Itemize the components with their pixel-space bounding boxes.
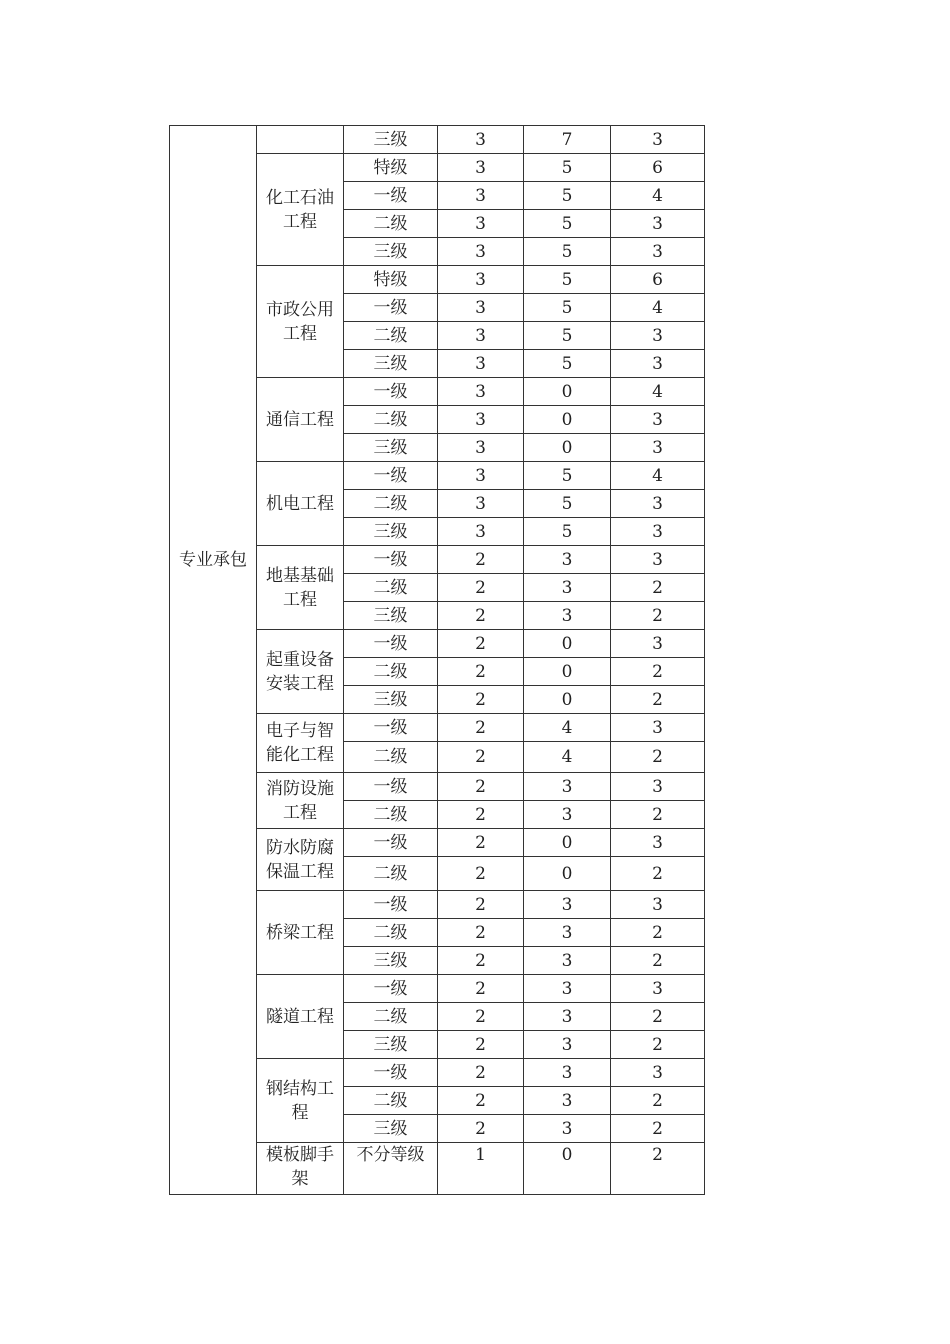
value-cell: 0: [524, 686, 611, 714]
value-cell: 4: [524, 714, 611, 742]
value-cell: 2: [438, 714, 524, 742]
value-cell: 5: [524, 266, 611, 294]
value-cell: 5: [524, 210, 611, 238]
value-cell: 2: [438, 947, 524, 975]
value-cell: 3: [438, 154, 524, 182]
value-cell: 3: [611, 546, 705, 574]
group-name-line: 工程: [283, 323, 317, 344]
group-name-cell: [257, 975, 344, 1059]
group-name-line: 消防设施: [266, 778, 334, 799]
grade-cell: 一级: [344, 975, 438, 1003]
value-cell: 2: [438, 919, 524, 947]
grade-cell: 一级: [344, 891, 438, 919]
group-name-line: 地基基础: [266, 565, 334, 586]
value-cell: 0: [524, 857, 611, 891]
value-cell: 3: [524, 602, 611, 630]
value-cell: 3: [524, 947, 611, 975]
value-cell: 5: [524, 322, 611, 350]
value-cell: 0: [524, 630, 611, 658]
grade-cell: 一级: [344, 546, 438, 574]
group-name-line: 机电工程: [266, 493, 334, 514]
value-cell: 3: [438, 378, 524, 406]
value-cell: 0: [524, 1143, 611, 1195]
value-cell: 3: [438, 490, 524, 518]
value-cell: 3: [611, 1059, 705, 1087]
grade-cell: 一级: [344, 182, 438, 210]
group-name-line: 隧道工程: [266, 1006, 334, 1027]
grade-cell: 二级: [344, 742, 438, 773]
grade-cell: 特级: [344, 266, 438, 294]
value-cell: 3: [524, 891, 611, 919]
value-cell: 3: [438, 294, 524, 322]
qualification-table: [169, 125, 705, 1195]
value-cell: 2: [611, 658, 705, 686]
value-cell: 2: [611, 602, 705, 630]
value-cell: 2: [438, 1059, 524, 1087]
grade-cell: 二级: [344, 658, 438, 686]
value-cell: 2: [611, 742, 705, 773]
value-cell: 2: [611, 1087, 705, 1115]
group-name-cell: [257, 630, 344, 714]
grade-cell: 三级: [344, 947, 438, 975]
value-cell: 3: [438, 322, 524, 350]
grade-cell: 二级: [344, 406, 438, 434]
value-cell: 3: [524, 773, 611, 801]
group-name-line: 能化工程: [266, 745, 334, 765]
table-body: [170, 126, 705, 1195]
value-cell: 4: [611, 182, 705, 210]
group-name-cell: [257, 266, 344, 378]
value-cell: 2: [611, 574, 705, 602]
table-row: [170, 126, 705, 154]
value-cell: 1: [438, 1143, 524, 1195]
value-cell: 2: [438, 1003, 524, 1031]
value-cell: 3: [611, 210, 705, 238]
value-cell: 2: [438, 1087, 524, 1115]
grade-cell: 二级: [344, 322, 438, 350]
group-name-cell: [257, 1059, 344, 1143]
group-name-cell-continued: [257, 126, 344, 154]
group-name-line: 架: [291, 1169, 309, 1189]
group-name-line: 保温工程: [266, 861, 334, 882]
value-cell: 3: [611, 406, 705, 434]
category-cell: 专业承包: [170, 126, 257, 1195]
group-name-cell: [257, 829, 344, 891]
value-cell: 3: [524, 919, 611, 947]
value-cell: 6: [611, 266, 705, 294]
value-cell: 2: [438, 975, 524, 1003]
group-name-line: 起重设备: [266, 649, 334, 670]
value-cell: 2: [438, 857, 524, 891]
grade-cell: 三级: [344, 238, 438, 266]
group-name-cell: [257, 154, 344, 266]
grade-cell: 一级: [344, 714, 438, 742]
group-name-cell: [257, 714, 344, 773]
value-cell: 5: [524, 238, 611, 266]
grade-cell: 三级: [344, 1115, 438, 1143]
value-cell: 2: [611, 1143, 705, 1195]
grade-cell: 三级: [344, 126, 438, 154]
group-name-line: 电子与智: [266, 721, 334, 741]
value-cell: 3: [524, 1115, 611, 1143]
value-cell: 2: [438, 1031, 524, 1059]
value-cell: 2: [438, 742, 524, 773]
value-cell: 3: [438, 210, 524, 238]
grade-cell: 三级: [344, 350, 438, 378]
group-name-line: 工程: [283, 211, 317, 232]
grade-cell: 不分等级: [344, 1143, 438, 1195]
grade-cell: 二级: [344, 574, 438, 602]
value-cell: 7: [524, 126, 611, 154]
group-name-cell: [257, 891, 344, 975]
value-cell: 2: [611, 947, 705, 975]
value-cell: 0: [524, 406, 611, 434]
value-cell: 0: [524, 434, 611, 462]
grade-cell: 三级: [344, 686, 438, 714]
grade-cell: 一级: [344, 773, 438, 801]
value-cell: 3: [611, 518, 705, 546]
value-cell: 3: [524, 801, 611, 829]
value-cell: 2: [438, 574, 524, 602]
value-cell: 5: [524, 350, 611, 378]
value-cell: 4: [611, 462, 705, 490]
value-cell: 3: [438, 434, 524, 462]
value-cell: 3: [524, 1003, 611, 1031]
grade-cell: 二级: [344, 1087, 438, 1115]
grade-cell: 二级: [344, 1003, 438, 1031]
grade-cell: 二级: [344, 919, 438, 947]
value-cell: 3: [524, 975, 611, 1003]
value-cell: 6: [611, 154, 705, 182]
value-cell: 0: [524, 378, 611, 406]
grade-cell: 二级: [344, 210, 438, 238]
value-cell: 5: [524, 462, 611, 490]
group-name-line: 工程: [283, 802, 317, 823]
value-cell: 2: [611, 1031, 705, 1059]
value-cell: 3: [611, 891, 705, 919]
value-cell: 3: [611, 714, 705, 742]
value-cell: 2: [611, 919, 705, 947]
value-cell: 3: [438, 126, 524, 154]
grade-cell: 一级: [344, 1059, 438, 1087]
value-cell: 3: [611, 434, 705, 462]
group-name-cell: [257, 773, 344, 829]
value-cell: 3: [438, 350, 524, 378]
value-cell: 2: [438, 773, 524, 801]
value-cell: 3: [438, 406, 524, 434]
group-name-cell: [257, 378, 344, 462]
value-cell: 4: [611, 378, 705, 406]
group-name-line: 通信工程: [266, 409, 334, 430]
grade-cell: 二级: [344, 490, 438, 518]
value-cell: 2: [438, 1115, 524, 1143]
group-name-line: 程: [291, 1102, 309, 1123]
group-name-line: 工程: [283, 589, 317, 610]
value-cell: 2: [611, 1003, 705, 1031]
group-name-line: 钢结构工: [266, 1078, 334, 1099]
group-name-line: 化工石油: [266, 187, 334, 208]
value-cell: 2: [438, 891, 524, 919]
group-name-line: 桥梁工程: [266, 922, 334, 943]
value-cell: 2: [438, 602, 524, 630]
grade-cell: 二级: [344, 801, 438, 829]
value-cell: 2: [438, 658, 524, 686]
grade-cell: 一级: [344, 294, 438, 322]
value-cell: 3: [611, 322, 705, 350]
grade-cell: 三级: [344, 602, 438, 630]
value-cell: 2: [611, 686, 705, 714]
value-cell: 0: [524, 658, 611, 686]
grade-cell: 一级: [344, 829, 438, 857]
value-cell: 3: [611, 630, 705, 658]
value-cell: 4: [611, 294, 705, 322]
grade-cell: 特级: [344, 154, 438, 182]
group-name-line: 模板脚手: [266, 1145, 334, 1165]
value-cell: 4: [524, 742, 611, 773]
value-cell: 3: [524, 1031, 611, 1059]
group-name-cell: [257, 546, 344, 630]
group-name-line: 安装工程: [266, 673, 334, 694]
value-cell: 2: [438, 546, 524, 574]
value-cell: 2: [611, 1115, 705, 1143]
group-name-line: 市政公用: [266, 299, 334, 320]
value-cell: 3: [524, 546, 611, 574]
value-cell: 5: [524, 518, 611, 546]
value-cell: 3: [438, 462, 524, 490]
grade-cell: 一级: [344, 462, 438, 490]
value-cell: 3: [438, 182, 524, 210]
grade-cell: 三级: [344, 1031, 438, 1059]
group-name-cell: [257, 462, 344, 546]
value-cell: 3: [611, 350, 705, 378]
grade-cell: 二级: [344, 857, 438, 891]
value-cell: 3: [438, 266, 524, 294]
value-cell: 5: [524, 154, 611, 182]
value-cell: 3: [438, 518, 524, 546]
value-cell: 5: [524, 490, 611, 518]
value-cell: 2: [438, 801, 524, 829]
grade-cell: 三级: [344, 434, 438, 462]
value-cell: 3: [524, 1059, 611, 1087]
grade-cell: 三级: [344, 518, 438, 546]
value-cell: 5: [524, 294, 611, 322]
value-cell: 3: [611, 126, 705, 154]
value-cell: 2: [438, 829, 524, 857]
value-cell: 3: [524, 1087, 611, 1115]
value-cell: 2: [611, 801, 705, 829]
value-cell: 2: [438, 630, 524, 658]
grade-cell: 一级: [344, 630, 438, 658]
value-cell: 3: [524, 574, 611, 602]
group-name-line: 防水防腐: [266, 837, 334, 858]
value-cell: 2: [611, 857, 705, 891]
value-cell: 0: [524, 829, 611, 857]
value-cell: 3: [438, 238, 524, 266]
value-cell: 2: [438, 686, 524, 714]
value-cell: 3: [611, 975, 705, 1003]
grade-cell: 一级: [344, 378, 438, 406]
value-cell: 3: [611, 829, 705, 857]
value-cell: 3: [611, 773, 705, 801]
group-name-cell: [257, 1143, 344, 1195]
value-cell: 5: [524, 182, 611, 210]
value-cell: 3: [611, 490, 705, 518]
value-cell: 3: [611, 238, 705, 266]
